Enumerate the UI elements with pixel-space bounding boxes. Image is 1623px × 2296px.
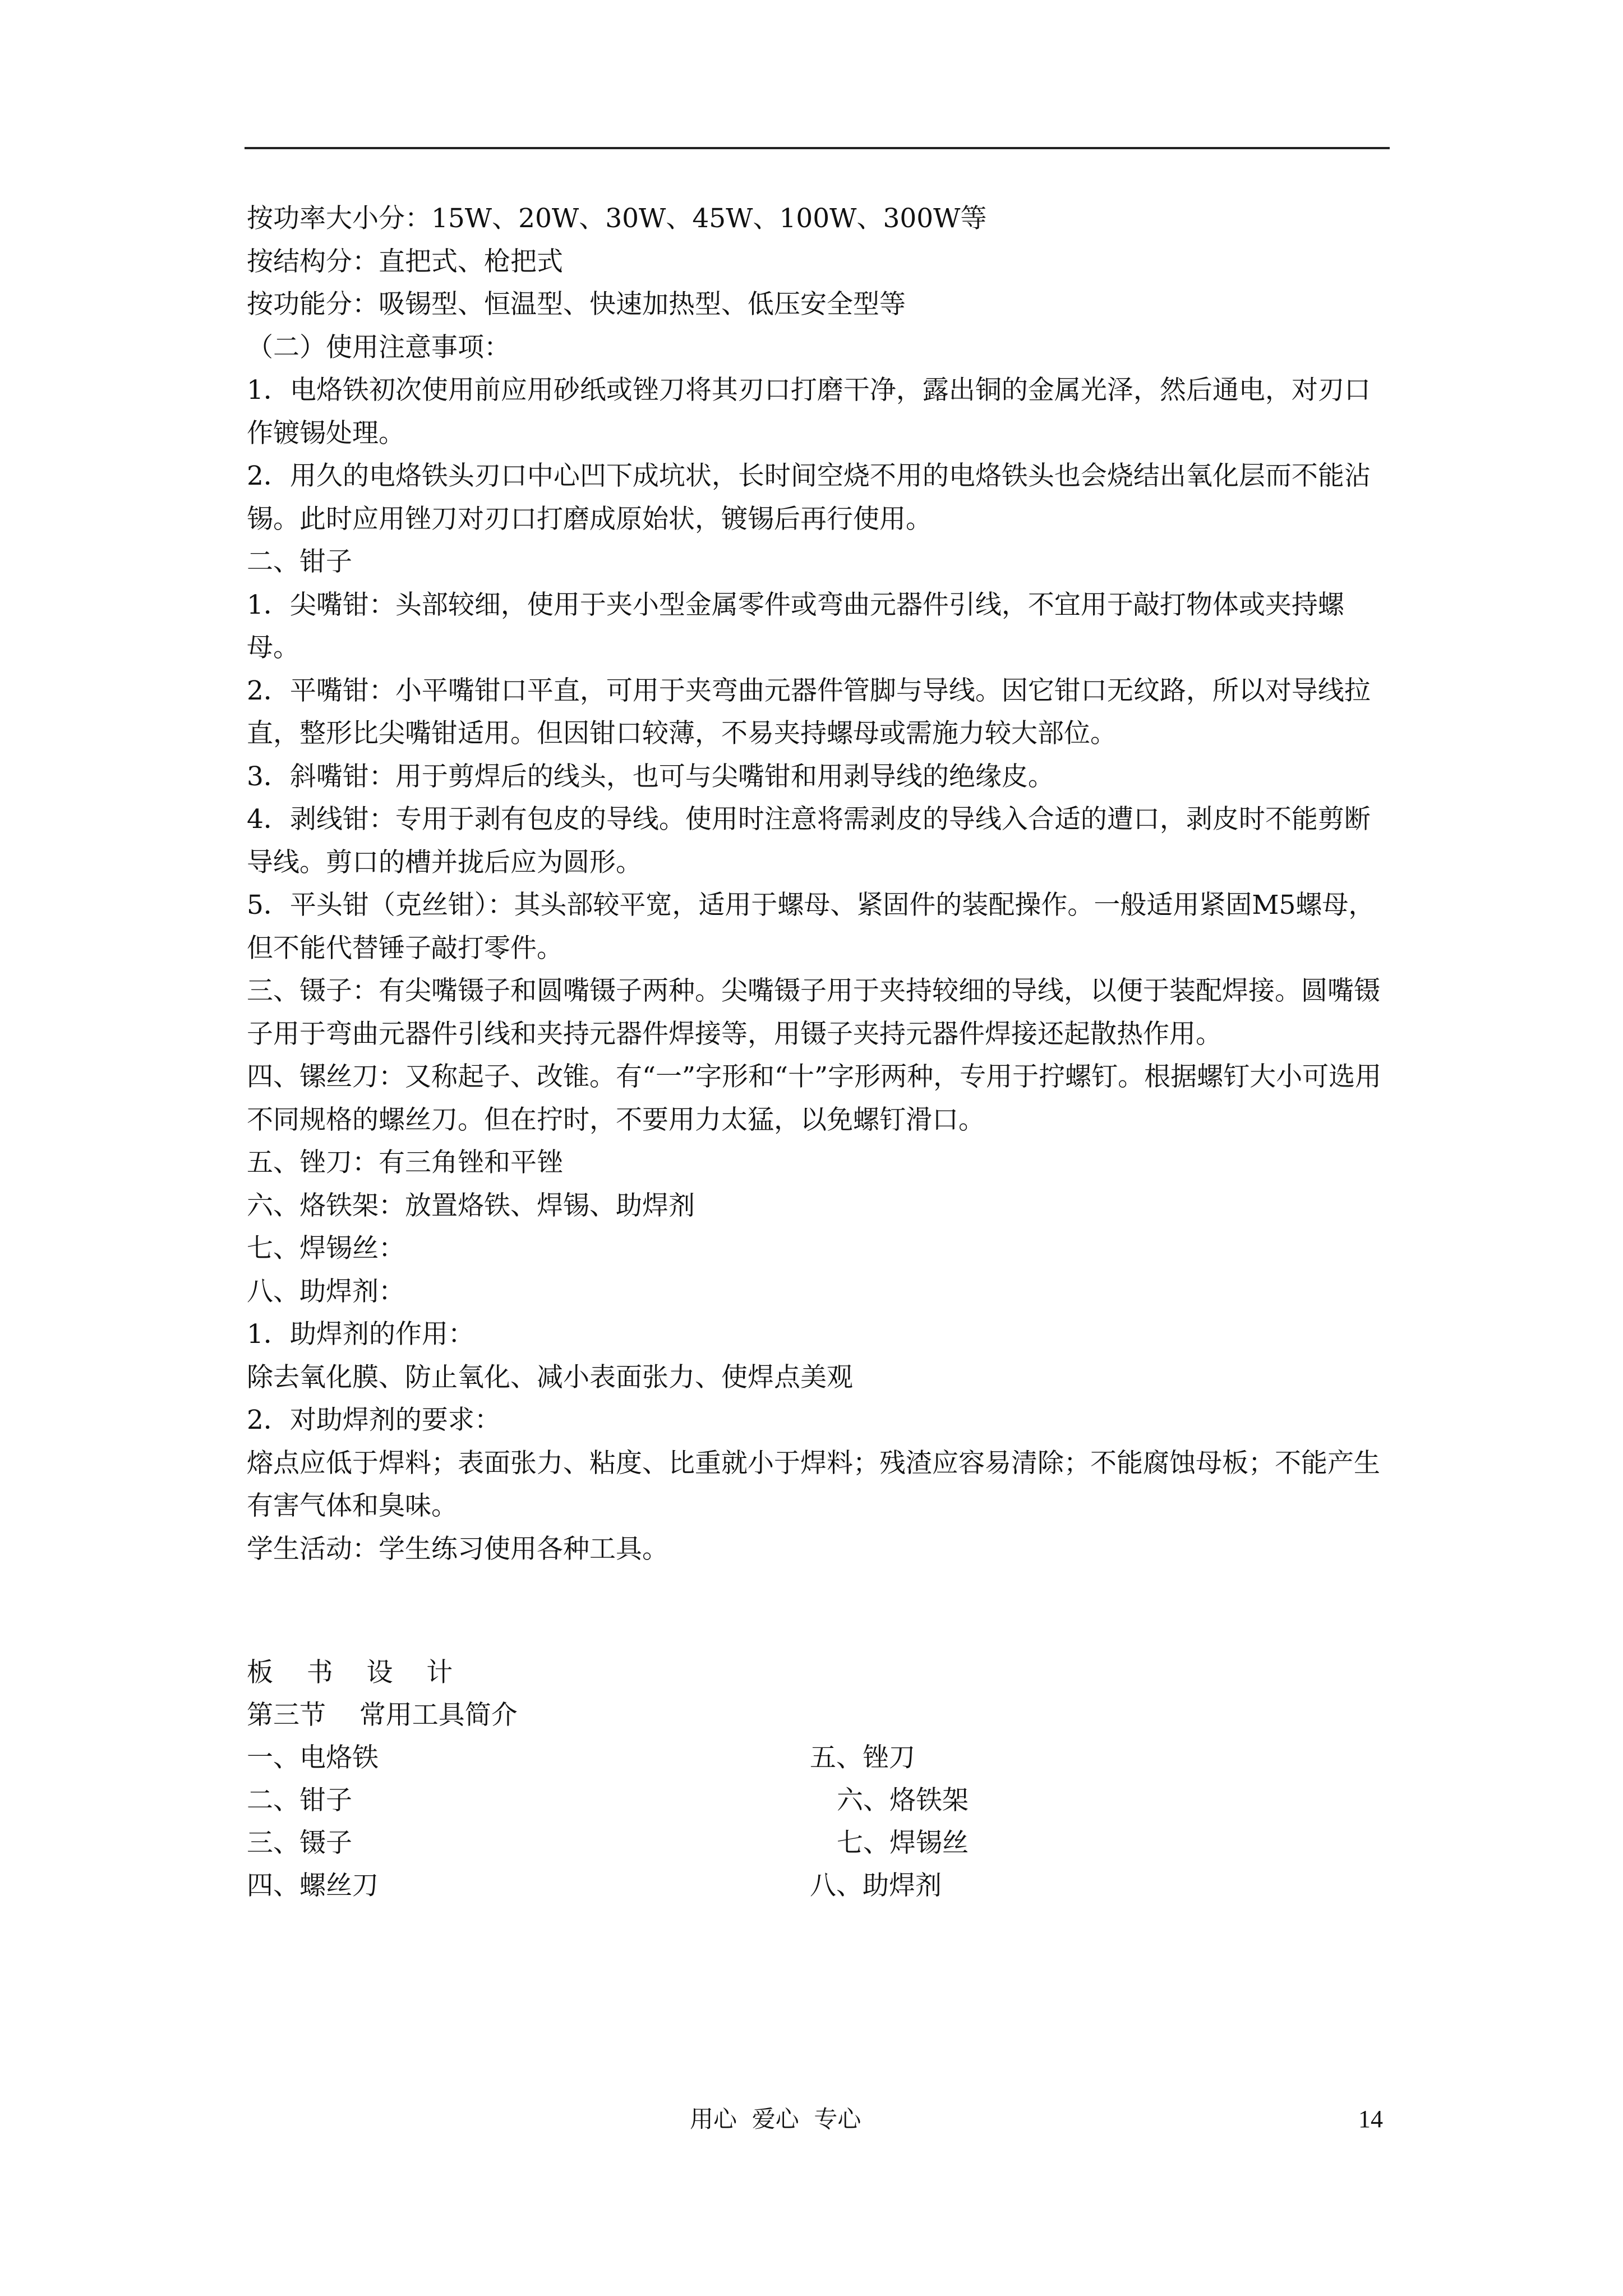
paragraph: 4．剥线钳：专用于剥有包皮的导线。使用时注意将需剥皮的导线入合适的遭口，剥皮时不能剪断导线。剪口的槽并拢后应为圆形。 [247,804,1371,878]
board-item-row [247,1822,1391,1865]
body-text [247,197,1391,1571]
board-item-right: 六、烙铁架 [837,1785,969,1816]
paragraph: （二）使用注意事项： [247,332,510,363]
board-heading: 板 书 设 计 [247,1657,453,1688]
board-item-right: 八、助焊剂 [810,1870,942,1901]
paragraph: 三、镊子：有尖嘴镊子和圆嘴镊子两种。尖嘴镊子用于夹持较细的导线，以便于装配焊接。圆嘴镊子用于弯曲元器件引线和夹持元器件焊接等，用镊子夹持元器件焊接还起散热作用。 [247,976,1380,1050]
paragraph: 四、镙丝刀：又称起子、改锥。有“一”字形和“十”字形两种，专用于拧螺钉。根据螺钉大小可选用不同规格的螺丝刀。但在拧时，不要用力太猛，以免螺钉滑口。 [247,1061,1382,1135]
paragraph: 5．平头钳（克丝钳）：其头部较平宽，适用于螺母、紧固件的装配操作。一般适用紧固M5螺母，但不能代替锤子敲打零件。 [247,890,1375,964]
board-item-left: 三、镊子 [247,1828,352,1858]
paragraph: 除去氧化膜、防止氧化、减小表面张力、使焊点美观 [247,1361,853,1393]
section-heading: 二、钳子 [247,546,352,577]
board-section-title: 第三节 常用工具简介 [247,1700,518,1731]
board-item-right: 五、锉刀 [810,1742,915,1773]
paragraph: 1．电烙铁初次使用前应用砂纸或锉刀将其刃口打磨干净，露出铜的金属光泽，然后通电，对刃口作镀锡处理。 [247,375,1371,449]
board-item-row [247,1865,1391,1907]
paragraph: 1．尖嘴钳：头部较细，使用于夹小型金属零件或弯曲元器件引线，不宜用于敲打物体或夹持螺母。 [247,589,1344,663]
paragraph: 熔点应低于焊料；表面张力、粘度、比重就小于焊料；残渣应容易清除；不能腐蚀母板；不能产生有害气体和臭味。 [247,1447,1380,1521]
board-item-row [247,1737,1391,1779]
header-rule [245,147,1390,149]
board-section-row [247,1694,1391,1737]
board-item-right: 七、焊锡丝 [837,1828,969,1858]
board-item-left: 一、电烙铁 [247,1742,379,1773]
board-item-left: 二、钳子 [247,1785,352,1816]
board-item-row [247,1779,1391,1822]
page-number: 14 [1358,2105,1383,2133]
paragraph: 按结构分：直把式、枪把式 [247,246,563,277]
paragraph: 七、焊锡丝： [247,1233,405,1264]
paragraph: 学生活动：学生练习使用各种工具。 [247,1533,668,1565]
paragraph: 六、烙铁架：放置烙铁、焊锡、助焊剂 [247,1190,695,1221]
paragraph: 3．斜嘴钳：用于剪焊后的线头，也可与尖嘴钳和用剥导线的绝缘皮。 [247,761,1054,792]
board-heading-row [247,1651,1391,1694]
paragraph: 2．用久的电烙铁头刃口中心凹下成坑状，长时间空烧不用的电烙铁头也会烧结出氧化层而不能沾锡。此时应用锉刀对刃口打磨成原始状，镀锡后再行使用。 [247,461,1371,535]
paragraph: 2．平嘴钳：小平嘴钳口平直，可用于夹弯曲元器件管脚与导线。因它钳口无纹路，所以对导线拉直，整形比尖嘴钳适用。但因钳口较薄，不易夹持螺母或需施力较大部位。 [247,675,1371,749]
footer-motto: 用心 爱心 专心 [690,2105,861,2133]
board-design [247,1651,1391,1907]
paragraph: 按功率大小分：15W、20W、30W、45W、100W、300W等 [247,203,987,234]
paragraph: 2．对助焊剂的要求： [247,1405,501,1435]
paragraph: 八、助焊剂： [247,1276,405,1307]
board-item-left: 四、螺丝刀 [247,1870,379,1901]
paragraph: 按功能分：吸锡型、恒温型、快速加热型、低压安全型等 [247,289,906,320]
paragraph: 1．助焊剂的作用： [247,1319,474,1350]
paragraph: 五、锉刀：有三角锉和平锉 [247,1147,563,1178]
